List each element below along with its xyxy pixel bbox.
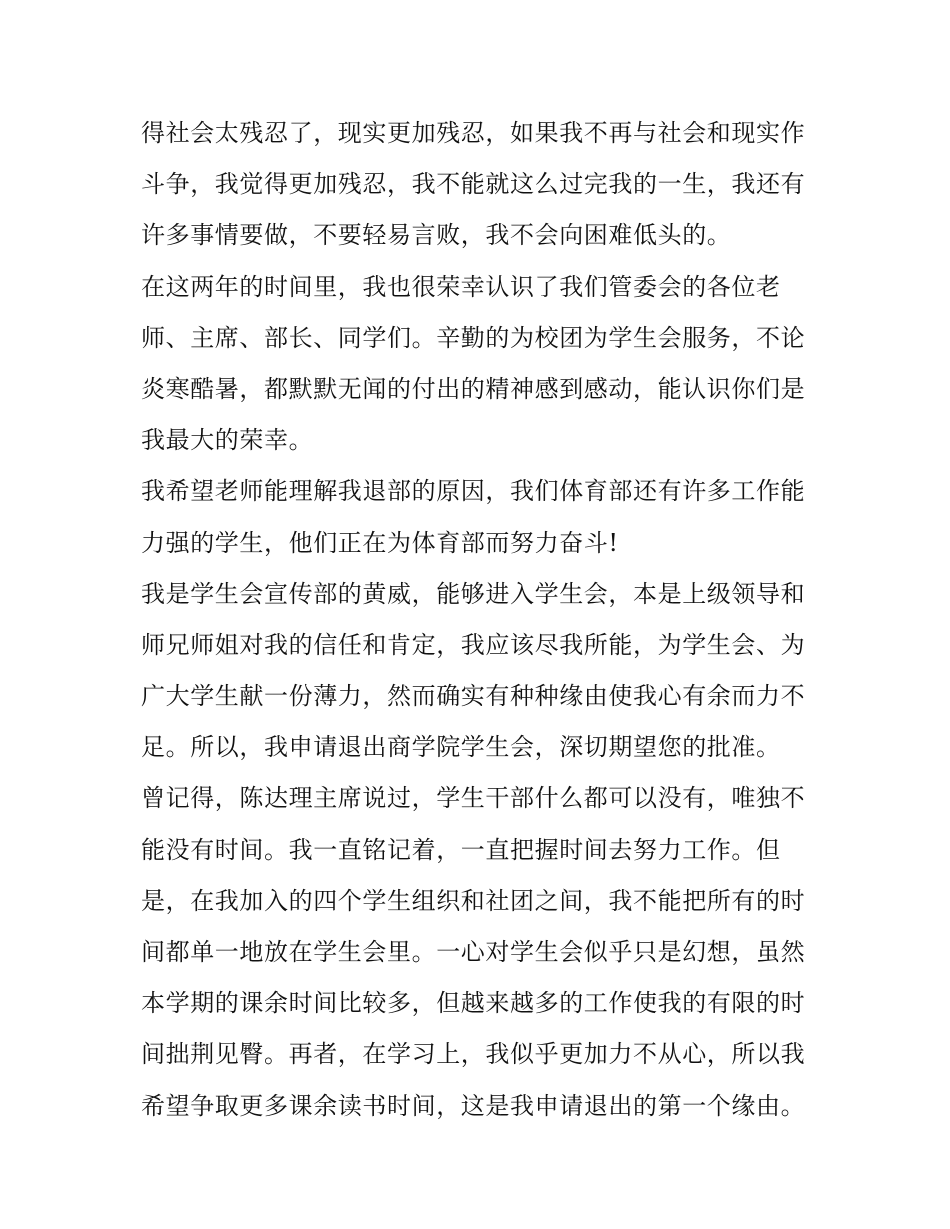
document-body [141,108,816,1132]
text-line: 在这两年的时间里，我也很荣幸认识了我们管委会的各位老 [141,272,781,301]
text-line: 我最大的荣幸。 [141,426,314,455]
text-line: 能没有时间。我一直铭记着，一直把握时间去努力工作。但 [141,835,781,864]
text-line: 炎寒酷暑，都默默无闻的付出的精神感到感动，能认识你们是 [141,374,806,403]
text-line: 师、主席、部长、同学们。辛勤的为校团为学生会服务，不论 [141,323,806,352]
text-line: 希望争取更多课余读书时间，这是我申请退出的第一个缘由。 [141,1091,806,1120]
text-line: 间都单一地放在学生会里。一心对学生会似乎只是幻想，虽然 [141,938,806,966]
text-line: 我希望老师能理解我退部的原因，我们体育部还有许多工作能 [141,477,806,506]
text-line: 是，在我加入的四个学生组织和社团之间，我不能把所有的时 [141,886,806,915]
text-line: 许多事情要做，不要轻易言败，我不会向困难低头的。 [141,221,732,250]
text-line: 我是学生会宣传部的黄威，能够进入学生会，本是上级领导和 [141,579,806,608]
text-line: 得社会太残忍了，现实更加残忍，如果我不再与社会和现实作 [141,119,806,147]
text-line: 足。所以，我申请退出商学院学生会，深切期望您的批准。 [141,733,781,762]
text-line: 师兄师姐对我的信任和肯定，我应该尽我所能，为学生会、为 [141,630,806,659]
text-line: 曾记得，陈达理主席说过，学生干部什么都可以没有，唯独不 [141,784,806,813]
text-line: 广大学生献一份薄力，然而确实有种种缘由使我心有余而力不 [141,682,806,711]
text-line: 斗争，我觉得更加残忍，我不能就这么过完我的一生，我还有 [141,170,806,199]
text-line: 本学期的课余时间比较多，但越来越多的工作使我的有限的时 [141,989,806,1018]
text-line: 力强的学生，他们正在为体育部而努力奋斗! [141,528,619,557]
text-line: 间拙荆见臀。再者，在学习上，我似乎更加力不从心，所以我 [141,1040,806,1069]
